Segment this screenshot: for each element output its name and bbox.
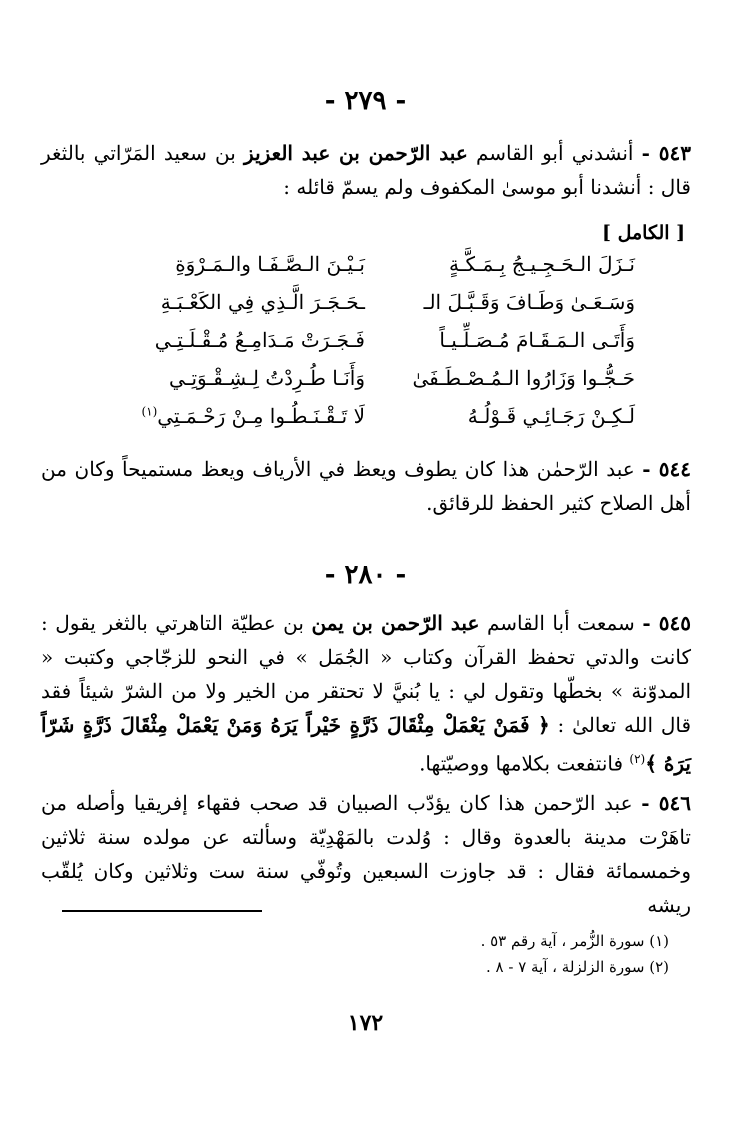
person-name: عبد الرّحمن بن عبد العزيز [244,141,468,165]
footnote: (١) سورة الزُّمر ، آية رقم ٥٣ . [480,932,669,950]
person-name: عبد الرّحمن بن يمن [311,611,480,635]
verse-line [115,366,635,404]
footnote-ref: (٢) [629,752,646,766]
section-heading-280: - ٢٨٠ - [324,560,407,590]
quran-verse: ﴿ فَمَنْ يَعْمَلْ مِثْقَالَ ذَرَّةٍ خَيْراً يَرَهُ وَمَنْ يَعْمَلْ مِثْقَالَ ذَرَّةٍ شَرّاً يَرَهُ ﴾ [41,713,691,776]
verse-first-hemistich: نَـزَلَ الـحَـجِـيـجُ بِـمَـكَّـةٍ [448,252,635,276]
section-heading-279: - ٢٧٩ - [324,86,407,116]
footnote: (٢) سورة الزلزلة ، آية ٧ - ٨ . [485,958,669,976]
verse-second-hemistich: فَـجَـرَتْ مَـدَامِـعُ مُـقْـلَـتِـي [154,328,365,352]
verse-second-hemistich: بَـيْـنَ الـصَّـفَـا والـمَـرْوَةِ [175,252,365,276]
entry-543 [41,136,691,204]
entry-text: بن عطيّة التاهرتي بالثغر [103,611,304,635]
page-number: ١٧٢ [347,1010,384,1036]
entry-text: فانتفعت بكلامها ووصيّتها. [419,751,624,776]
entry-text: عبد الرّحمن هذا كان يؤدّب الصبيان قد صحب فقهاء إفريقيا وأصله من تاهَرْت مدينة بالعدوة وقال : وُلدت بالمَهْدِيّة وسألته عن مولده سنة ثلاثين وخمسمائة فقال : قد جاوزت السبعين وتُوفّي سنة ست وثلاثين وكان يُلقّب ريشه [41,791,691,917]
entry-544 [41,452,691,520]
meter-label: [ الكامل ] [602,222,686,244]
entry-number: ٥٤٦ - [641,791,692,815]
verse-second-hemistich: ـحَـجَـرَ الَّـذِي فِي الكَعْـبَـةِ [160,290,365,314]
entry-546 [41,786,691,922]
verse-second-hemistich: وَأَنَـا طُـرِدْتُ لِـشِـقْـوَتِـي [168,366,365,390]
verse-first-hemistich: لَـكِـنْ رَجَـائِـي قَـوْلُـهُ [467,404,635,428]
footnote-ref: (١) [141,404,158,419]
entry-545 [41,606,691,781]
verse-first-hemistich: وَسَـعَـىٰ وَطَـافَ وَقَـبَّـلَ الـ [423,290,635,314]
verse-line [115,252,635,290]
entry-number: ٥٤٥ - [642,611,692,635]
entry-text: أنشدني أبو القاسم [475,141,634,165]
verse-line [115,328,635,366]
verse-line [115,404,635,442]
entry-text: سمعت أبا القاسم [486,611,635,635]
verse-second-hemistich [115,404,365,428]
footnote-separator [62,910,262,912]
entry-text: عبد الرّحمٰن هذا كان يطوف ويعظ في الأرياف ويعظ مستميحاً وكان من أهل الصلاح كثير الحفظ للرقائق. [41,457,691,515]
entry-number: ٥٤٤ - [642,457,692,481]
verse-first-hemistich: وَأَتَـى الـمَـقَـامَ مُـصَـلِّـيـاً [439,328,635,352]
verse-first-hemistich: حَـجُّـوا وَزَارُوا الـمُـصْـطَـفَىٰ [412,366,635,390]
verse-text: لَا تَـقْـنَـطُـوا مِـنْ رَحْـمَـتِي [157,404,365,428]
entry-text: بن سعيد المَرّاتي بالثغر قال : أنشدنا أبو موسىٰ المكفوف ولم يسمّ قائله : [41,141,691,199]
entry-number: ٥٤٣ - [641,141,691,165]
entry-text: يقول : كانت والدتي تحفظ القرآن وكتاب « الجُمَل » في النحو للزجّاجي وكتبت « المدوّنة » بخطّها وتقول لي : يا بُنيَّ لا تحتقر من الخير ولا من الشرّ شيئاً فقد قال الله تعالىٰ : [41,611,692,737]
verse-line [115,290,635,328]
